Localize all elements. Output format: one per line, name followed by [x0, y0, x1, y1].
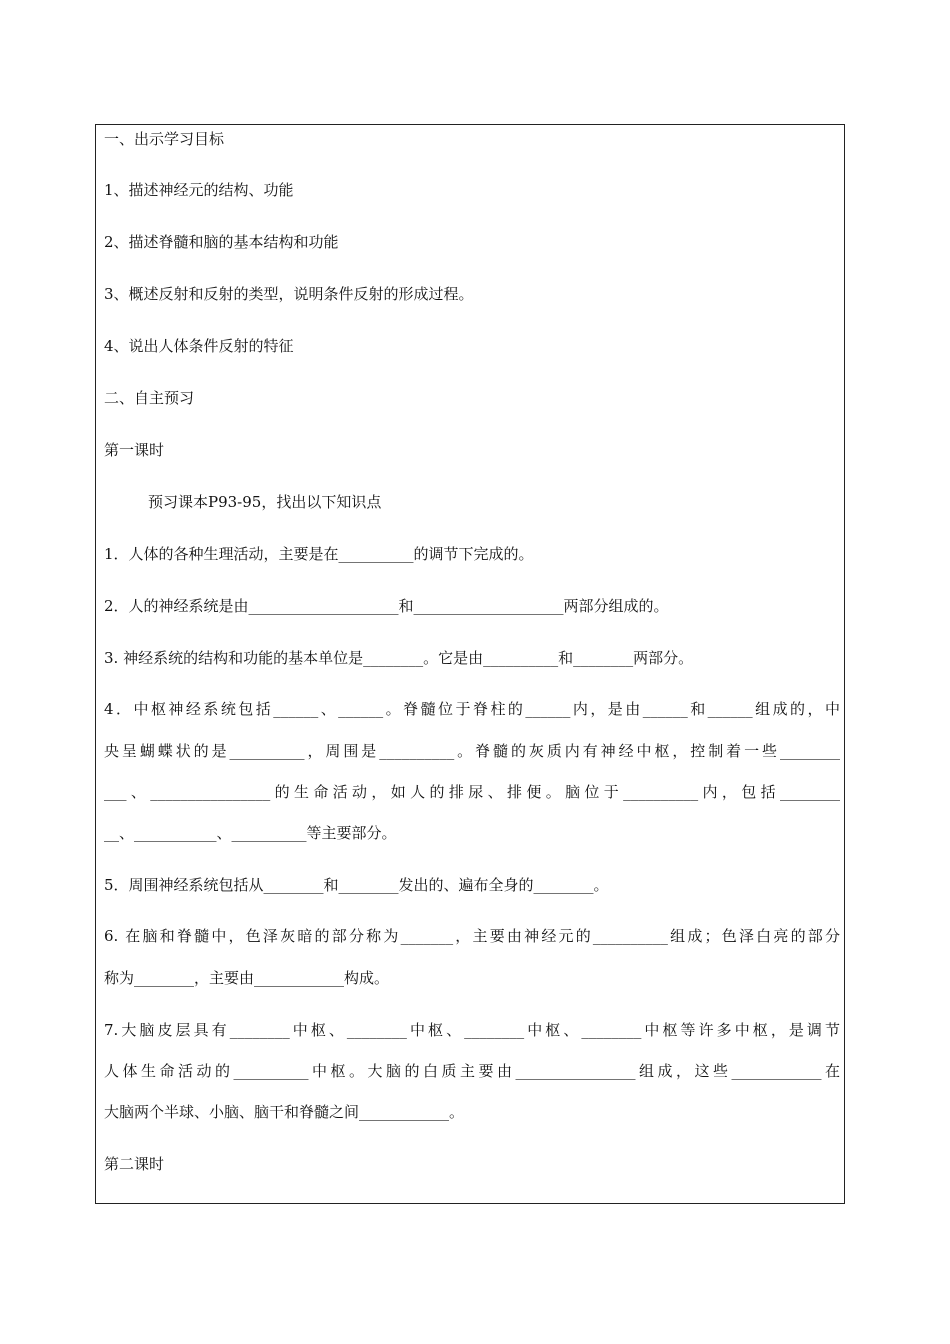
section-title-preview: 二、自主预习 [104, 389, 195, 407]
question-7-line-1: 7.大脑皮层具有________中枢、________中枢、________中枢、________中枢等许多中枢，是调节 [104, 1021, 840, 1039]
question-4-line-3: ___、________________的生命活动，如人的排尿、排便。脑位于__________内，包括________ [104, 783, 840, 801]
question-5: 5．周围神经系统包括从________和________发出的、遍布全身的________。 [104, 876, 609, 894]
lesson-2-title: 第二课时 [104, 1155, 165, 1173]
question-6-line-1: 6. 在脑和脊髓中，色泽灰暗的部分称为_______，主要由神经元的__________组成；色泽白亮的部分 [104, 927, 840, 945]
section-title-goals: 一、出示学习目标 [104, 130, 225, 148]
lesson-1-title: 第一课时 [104, 441, 165, 459]
question-4-line-2: 央呈蝴蝶状的是__________，周围是__________。脊髓的灰质内有神经中枢，控制着一些________ [104, 742, 840, 760]
question-3: 3. 神经系统的结构和功能的基本单位是________。它是由__________和________两部分。 [104, 649, 694, 667]
preview-instruction: 预习课本P93-95，找出以下知识点 [148, 493, 382, 511]
question-4-line-4: __、___________、__________等主要部分。 [104, 824, 397, 842]
goal-item-1: 1、描述神经元的结构、功能 [104, 181, 294, 199]
question-4-line-1: 4．中枢神经系统包括______、______。脊髓位于脊柱的______内，是由______和______组成的，中 [104, 700, 840, 718]
question-7-line-2: 人体生命活动的__________中枢。大脑的白质主要由________________组成，这些____________在 [104, 1062, 840, 1080]
question-6-line-2: 称为________，主要由____________构成。 [104, 969, 390, 987]
goal-item-4: 4、说出人体条件反射的特征 [104, 337, 294, 355]
goal-item-2: 2、描述脊髓和脑的基本结构和功能 [104, 233, 339, 251]
question-1: 1．人体的各种生理活动，主要是在__________的调节下完成的。 [104, 545, 534, 563]
question-2: 2．人的神经系统是由____________________和____________________两部分组成的。 [104, 597, 669, 615]
goal-item-3: 3、概述反射和反射的类型，说明条件反射的形成过程。 [104, 285, 474, 303]
question-7-line-3: 大脑两个半球、小脑、脑干和脊髓之间____________。 [104, 1103, 465, 1121]
